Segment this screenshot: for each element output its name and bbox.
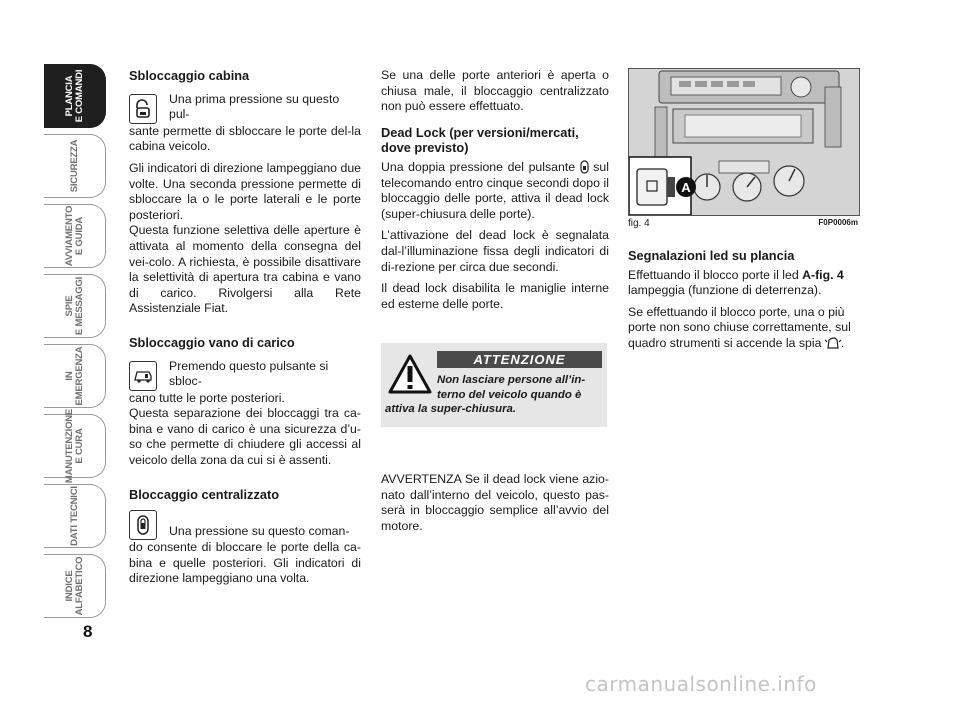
tab-label: SICUREZZA <box>68 139 80 193</box>
heading-segnalazioni-led: Segnalazioni led su plancia <box>628 248 795 263</box>
warning-title: ATTENZIONE <box>437 351 602 368</box>
page-number: 8 <box>83 622 93 641</box>
key-row-centralizzato <box>129 510 361 540</box>
tab-avviamento-guida[interactable] <box>44 204 106 268</box>
tab-manutenzione-cura[interactable] <box>44 408 106 484</box>
unlock-cab-key-icon <box>129 94 157 124</box>
deadlock-paragraph-1 <box>381 160 609 222</box>
led-paragraph-1 <box>628 268 858 299</box>
intro-paragraph: Se una delle porte anteriori è aperta o chiusa male, il bloccaggio centralizzato non può essere effettuato. <box>381 68 609 114</box>
figure-caption <box>628 218 858 230</box>
figure-marker-a: A <box>681 180 691 195</box>
tab-sicurezza[interactable] <box>44 134 106 198</box>
column-right <box>628 248 858 358</box>
heading-bloccaggio-centralizzato: Bloccaggio centralizzato <box>129 486 280 502</box>
lock-key-icon <box>129 510 157 540</box>
tab-label: AVVIAMENTO E GUIDA <box>63 205 85 267</box>
tab-label: PLANCIA E COMANDI <box>63 69 85 123</box>
cabina-inline-text: Una prima pressione su questo pul- <box>169 91 340 122</box>
tab-label: IN EMERGENZA <box>63 346 85 406</box>
tab-spie-messaggi[interactable] <box>44 274 106 338</box>
column-middle <box>381 68 609 318</box>
led-p1-end: lampeggia (funzione di deterrenza). <box>628 283 822 298</box>
avvertenza-paragraph: AVVERTENZA Se il dead lock viene azio-nato dall’interno del veicolo, questo pas-serà in bloccaggio semplice all’avvio del motore. <box>381 472 609 533</box>
deadlock-p1-end: sul telecomando entro cinque secondi dopo il bloccaggio delle porte, attiva il dead lock (super-chiusura delle porte). <box>381 159 609 221</box>
warning-box <box>381 343 607 427</box>
warning-line-3: attiva la super-chiusura. <box>385 403 517 415</box>
cabina-body-3: Questa funzione selettiva delle aperture è attivata al momento della consegna del vei-colo. A richiesta, è possibile disattivare la selettività di apertura tra cabina e vano di carico. Rivolgersi alla Rete Assistenziale Fiat. <box>129 223 361 316</box>
figure-reference: A-fig. 4 <box>802 267 844 282</box>
led-p2-text: Se effettuando il blocco porte, una o più porte non sono chiuse correttamente, sul quadro strumenti si accende la spia <box>628 304 851 350</box>
tab-indice-alfabetico[interactable] <box>44 554 106 618</box>
heading-dead-lock: Dead Lock (per versioni/mercati, dove previsto) <box>381 124 579 156</box>
tab-label: SPIE E MESSAGGI <box>63 276 85 336</box>
cabina-body-1: sante permette di sbloccare le porte del-la cabina veicolo. <box>129 123 361 154</box>
cabina-body-2: Gli indicatori di direzione lampeggiano due volte. Una seconda pressione permette di sbloccare la o le porte laterali e le porte posteriori. <box>129 160 361 222</box>
carico-body-2: Questa separazione dei bloccaggi tra ca-bina e vano di carico è una sicurezza d’u-so che permette di chiudere gli accessi al veicolo della zona da cui si è assenti. <box>129 406 361 468</box>
tab-label: INDICE ALFABETICO <box>63 556 85 616</box>
figure-label: fig. 4 <box>628 218 650 229</box>
warning-line-1: Non lasciare persone all’in- <box>437 374 586 386</box>
dashboard-illustration <box>629 69 859 215</box>
remote-lock-icon <box>580 160 589 174</box>
led-p1-start: Effettuando il blocco porte il led <box>628 267 803 282</box>
tab-dati-tecnici[interactable] <box>44 484 106 548</box>
carico-inline-text: Premendo questo pulsante si sbloc- <box>169 358 329 389</box>
avvertenza-block <box>381 472 609 540</box>
centralizzato-inline-text: Una pressione su questo coman- <box>169 523 350 538</box>
door-open-warning-icon <box>825 336 841 350</box>
deadlock-paragraph-3: Il dead lock disabilita le maniglie interne ed esterne delle porte. <box>381 281 609 311</box>
key-row-cabina <box>129 92 361 124</box>
tab-label: MANUTENZIONE E CURA <box>63 408 85 484</box>
deadlock-p1-start: Una doppia pressione del pulsante <box>381 159 576 174</box>
dashboard-figure <box>628 68 860 216</box>
tab-in-emergenza[interactable] <box>44 344 106 408</box>
carico-body-1: cano tutte le porte posteriori. <box>129 390 285 405</box>
heading-sbloccaggio-carico: Sbloccaggio vano di carico <box>129 334 295 350</box>
warning-text <box>385 373 603 417</box>
section-tabs <box>44 64 106 624</box>
tab-plancia-comandi[interactable] <box>44 64 106 128</box>
centralizzato-body-1: do consente di bloccare le porte della ca-bina e quelle posteriori. Gli indicatori di direzione lampeggiano una volta. <box>129 540 361 586</box>
led-paragraph-2 <box>628 305 858 352</box>
led-p2-end: . <box>840 335 845 350</box>
van-cargo-key-icon <box>129 361 157 391</box>
column-left <box>129 68 361 593</box>
tab-label: DATI TECNICI <box>68 486 80 546</box>
warning-line-2: terno del veicolo quando è <box>437 388 582 401</box>
watermark: carmanualsonline.info <box>585 672 817 696</box>
figure-code: F0P0006m <box>818 218 858 227</box>
deadlock-paragraph-2: L’attivazione del dead lock è segnalata dal-l’illuminazione fissa degli indicatori di di-rezione per circa due secondi. <box>381 228 609 274</box>
heading-sbloccaggio-cabina: Sbloccaggio cabina <box>129 68 250 83</box>
key-row-carico <box>129 359 361 391</box>
